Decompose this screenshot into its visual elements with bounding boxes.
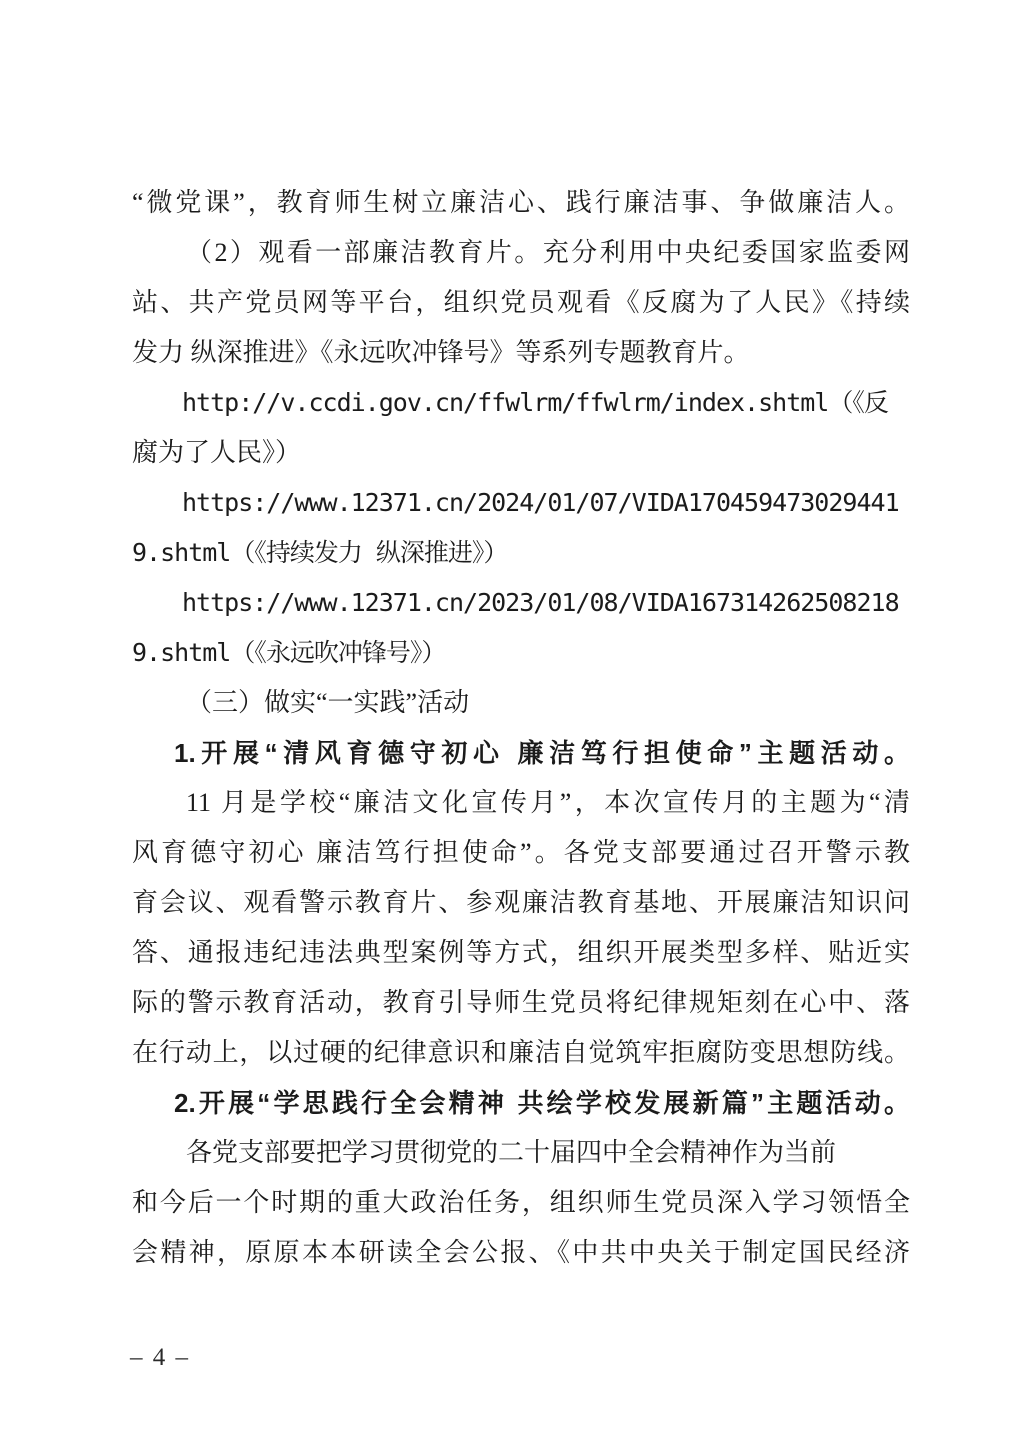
page-number: – 4 – — [130, 1344, 190, 1371]
doc-line: 风育德守初心 廉洁笃行担使命”。各党支部要通过召开警示教 — [132, 838, 910, 867]
doc-line: 发力 纵深推进》《永远吹冲锋号》等系列专题教育片。 — [132, 338, 750, 367]
doc-url-line: 9.shtml（《持续发力 纵深推进》） — [132, 538, 508, 567]
document-text-block — [132, 178, 910, 1278]
doc-line: 在行动上，以过硬的纪律意识和廉洁自觉筑牢拒腐防变思想防线。 — [132, 1038, 910, 1067]
doc-url-line: http://v.ccdi.gov.cn/ffwlrm/ffwlrm/index.shtml（《反 — [182, 388, 888, 417]
doc-line: 育会议、观看警示教育片、参观廉洁教育基地、开展廉洁知识问 — [132, 888, 910, 917]
doc-url-line: https://www.12371.cn/2023/01/08/VIDA167314262508218 — [182, 588, 899, 617]
doc-line: 腐为了人民》） — [132, 438, 302, 467]
doc-line: 际的警示教育活动，教育引导师生党员将纪律规矩刻在心中、落 — [132, 988, 910, 1017]
doc-line: 11 月是学校“廉洁文化宣传月”，本次宣传月的主题为“清 — [186, 788, 910, 817]
doc-url-line: https://www.12371.cn/2024/01/07/VIDA170459473029441 — [182, 488, 899, 517]
doc-line: 和今后一个时期的重大政治任务，组织师生党员深入学习领悟全 — [132, 1188, 910, 1217]
doc-line: 会精神，原原本本研读全会公报、《中共中央关于制定国民经济 — [132, 1238, 910, 1267]
doc-url-line: 9.shtml（《永远吹冲锋号》） — [132, 638, 446, 667]
doc-heading-line: 1.开展“清风育德守初心 廉洁笃行担使命”主题活动。 — [174, 738, 910, 768]
doc-line: （2）观看一部廉洁教育片。充分利用中央纪委国家监委网 — [186, 238, 910, 267]
doc-subsection-line: （三）做实“一实践”活动 — [186, 688, 470, 717]
doc-heading-line: 2.开展“学思践行全会精神 共绘学校发展新篇”主题活动。 — [174, 1088, 910, 1118]
doc-line: “微党课”，教育师生树立廉洁心、践行廉洁事、争做廉洁人。 — [132, 188, 910, 217]
doc-line: 各党支部要把学习贯彻党的二十届四中全会精神作为当前 — [186, 1138, 837, 1167]
doc-line: 站、共产党员网等平台，组织党员观看《反腐为了人民》《持续 — [132, 288, 910, 317]
doc-line: 答、通报违纪违法典型案例等方式，组织开展类型多样、贴近实 — [132, 938, 910, 967]
